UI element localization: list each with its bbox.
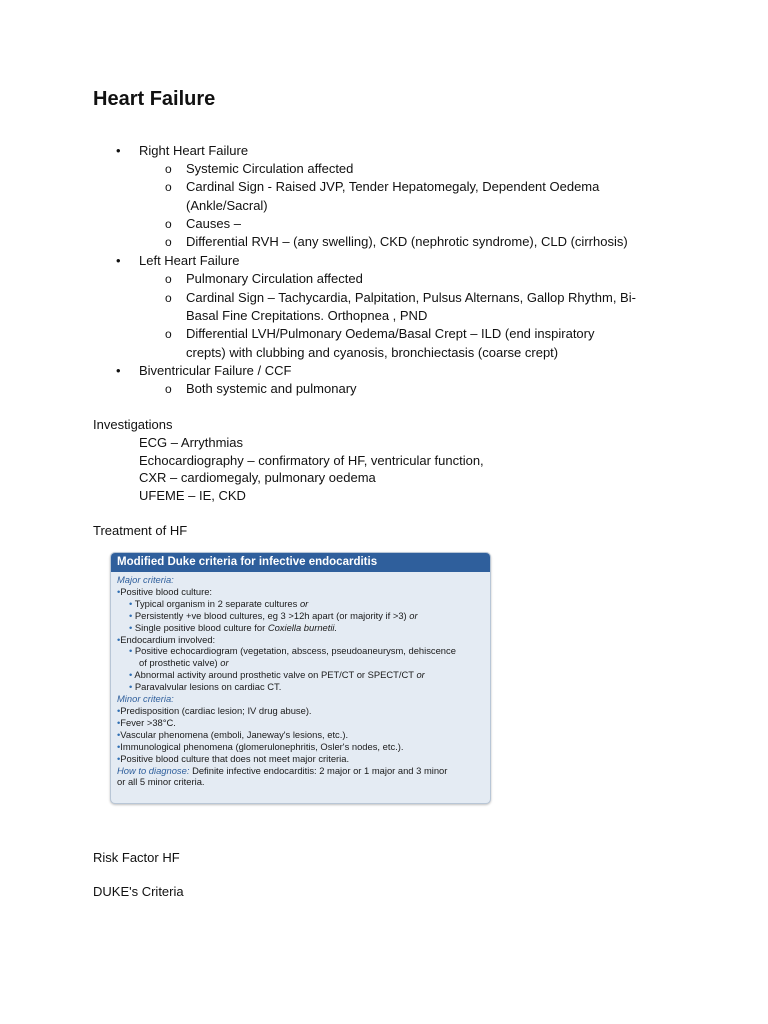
duke-criteria-heading: DUKE's Criteria [93, 884, 184, 899]
investigations-heading: Investigations [93, 417, 173, 432]
list-item: Both systemic and pulmonary [186, 381, 357, 396]
sub-bullet-glyph: o [165, 272, 172, 286]
right-heart-failure-label: Right Heart Failure [139, 143, 249, 158]
major-criteria-title: Major criteria: [117, 574, 174, 585]
page-title: Heart Failure [93, 88, 216, 110]
list-item: Differential RVH – (any swelling), CKD (nephrotic syndrome), CLD (cirrhosis) [186, 234, 628, 249]
list-item-continuation: (Ankle/Sacral) [186, 198, 268, 213]
bullet-glyph: • [116, 253, 121, 268]
sub-bullet-glyph: o [165, 180, 172, 194]
criteria-line: • Abnormal activity around prosthetic valve on PET/CT or SPECT/CT or [129, 669, 425, 681]
investigation-item: CXR – cardiomegaly, pulmonary oedema [139, 470, 376, 485]
list-item: Systemic Circulation affected [186, 161, 354, 176]
duke-criteria-figure [110, 552, 491, 804]
criteria-line: • Positive echocardiogram (vegetation, abscess, pseudoaneurysm, dehiscence [129, 645, 456, 657]
list-item-continuation: crepts) with clubbing and cyanosis, bronchiectasis (coarse crept) [186, 345, 559, 360]
criteria-line: of prosthetic valve) or [139, 657, 229, 669]
sub-bullet-glyph: o [165, 217, 172, 231]
list-item: Differential LVH/Pulmonary Oedema/Basal Crept – ILD (end inspiratory [186, 326, 595, 341]
minor-criteria-title: Minor criteria: [117, 693, 174, 705]
criteria-line: •Positive blood culture: [117, 585, 213, 597]
list-item: Pulmonary Circulation affected [186, 271, 363, 286]
criteria-line: • Paravalvular lesions on cardiac CT. [129, 681, 282, 693]
left-heart-failure-label: Left Heart Failure [139, 253, 240, 268]
criteria-line: • Single positive blood culture for Coxiella burnetii. [129, 621, 338, 633]
criteria-line: •Predisposition (cardiac lesion; IV drug abuse). [117, 704, 312, 716]
duke-figure-body [111, 572, 490, 790]
duke-figure-title: Modified Duke criteria for infective endocarditis [111, 553, 490, 572]
sub-bullet-glyph: o [165, 327, 172, 341]
criteria-line: • Typical organism in 2 separate cultures or [129, 597, 309, 609]
biventricular-failure-label: Biventricular Failure / CCF [139, 363, 292, 378]
treatment-heading: Treatment of HF [93, 523, 188, 538]
criteria-line: • Persistently +ve blood cultures, eg 3 >12h apart (or majority if >3) or [129, 609, 418, 621]
criteria-line: •Fever >38°C. [117, 716, 176, 728]
list-item: Causes – [186, 216, 241, 231]
bullet-glyph: • [116, 363, 121, 378]
criteria-line: •Endocardium involved: [117, 633, 216, 645]
sub-bullet-glyph: o [165, 382, 172, 396]
list-item-continuation: Basal Fine Crepitations. Orthopnea , PND [186, 308, 428, 323]
criteria-line: •Positive blood culture that does not meet major criteria. [117, 752, 350, 764]
risk-factor-heading: Risk Factor HF [93, 850, 180, 865]
investigation-item: UFEME – IE, CKD [139, 488, 246, 503]
sub-bullet-glyph: o [165, 162, 172, 176]
sub-bullet-glyph: o [165, 291, 172, 305]
investigation-item: Echocardiography – confirmatory of HF, ventricular function, [139, 453, 484, 468]
investigation-item: ECG – Arrythmias [139, 435, 244, 450]
how-to-diagnose-continuation: or all 5 minor criteria. [117, 776, 205, 788]
bullet-glyph: • [116, 143, 121, 158]
list-item: Cardinal Sign - Raised JVP, Tender Hepatomegaly, Dependent Oedema [186, 179, 600, 194]
sub-bullet-glyph: o [165, 235, 172, 249]
how-to-diagnose: How to diagnose: Definite infective endocarditis: 2 major or 1 major and 3 minor [117, 764, 448, 776]
criteria-line: •Vascular phenomena (emboli, Janeway's lesions, etc.). [117, 728, 349, 740]
criteria-line: •Immunological phenomena (glomerulonephritis, Osler's nodes, etc.). [117, 740, 404, 752]
list-item: Cardinal Sign – Tachycardia, Palpitation, Pulsus Alternans, Gallop Rhythm, Bi- [186, 290, 636, 305]
